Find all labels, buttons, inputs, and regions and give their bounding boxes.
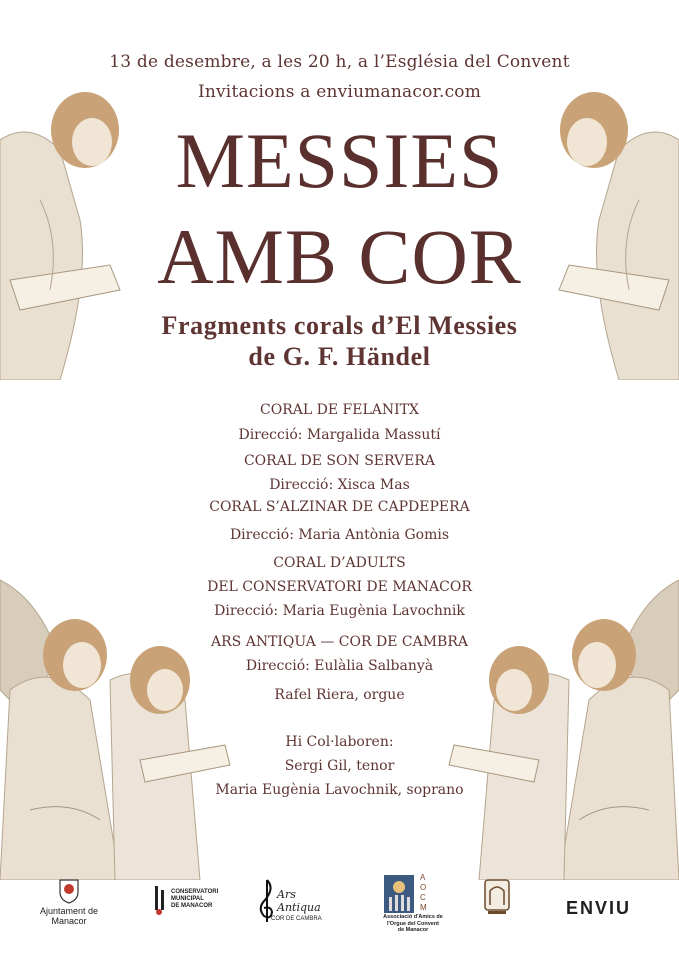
- ajuntament-manacor-logo: [34, 878, 104, 928]
- subtitle-line-2: de G. F. Händel: [248, 342, 431, 371]
- title-line-1: MESSIES: [175, 117, 504, 204]
- aocm-letter-o: O: [420, 883, 427, 892]
- aocm-text-3: de Manacor: [397, 927, 429, 933]
- aocm-letter-m: M: [420, 903, 427, 912]
- organ-emblem-icon: [384, 875, 414, 913]
- aocm-text-1: Associació d'Amics de: [383, 914, 443, 920]
- choir-name: CORAL DE SON SERVERA: [243, 453, 436, 469]
- ajuntament-crest-icon: [58, 878, 80, 904]
- choir-name: ARS ANTIQUA — COR DE CAMBRA: [211, 634, 468, 650]
- collaborator-tenor: Sergi Gil, tenor: [284, 758, 395, 774]
- aocm-letter-a: A: [420, 873, 426, 882]
- event-date-line: 13 de desembre, a les 20 h, a l’Església del Convent: [109, 52, 570, 72]
- subtitle-line-1: Fragments corals d’El Messies: [161, 311, 518, 340]
- convent-seal-icon: [482, 877, 512, 917]
- choir-name-continued: DEL CONSERVATORI DE MANACOR: [207, 579, 472, 595]
- choir-director: Direcció: Eulàlia Salbanyà: [245, 658, 434, 674]
- choir-director: Direcció: Xisca Mas: [269, 477, 410, 493]
- ajuntament-logo-text: Ajuntament de Manacor: [39, 906, 99, 926]
- conservatori-mark-icon: [152, 884, 168, 916]
- choir-director: Direcció: Margalida Massutí: [238, 427, 441, 443]
- collaborators-heading: Hi Col·laboren:: [285, 734, 394, 750]
- aocm-letter-c: C: [420, 893, 426, 902]
- aocm-logo: [380, 873, 446, 941]
- choir-name: CORAL DE FELANITX: [260, 402, 419, 418]
- choir-name: CORAL S’ALZINAR DE CAPDEPERA: [209, 499, 470, 515]
- choir-name: CORAL D’ADULTS: [273, 555, 406, 571]
- aocm-text-2: l'Orgue del Convent: [386, 920, 440, 927]
- conservatori-text-2: MUNICIPAL: [171, 896, 204, 902]
- choir-director: Direcció: Maria Antònia Gomis: [229, 527, 450, 543]
- conservatori-logo: [152, 884, 242, 924]
- collaborator-soprano: Maria Eugènia Lavochnik, soprano: [215, 782, 464, 798]
- conservatori-text-3: DE MANACOR: [171, 903, 213, 909]
- title-line-2: AMB COR: [157, 213, 522, 300]
- convent-seal-logo: [482, 877, 512, 917]
- invitation-line: Invitacions a enviumanacor.com: [197, 82, 482, 102]
- organist-credit: Rafel Riera, orgue: [274, 687, 405, 703]
- enviu-logo: ENVIU: [566, 898, 632, 918]
- ars-antiqua-text: Ars Antiqua: [277, 888, 321, 914]
- ars-antiqua-subtext: COR DE CAMBRA: [271, 916, 322, 922]
- ars-antiqua-logo: [255, 876, 327, 928]
- conservatori-text-1: CONSERVATORI: [171, 889, 219, 895]
- choir-director: Direcció: Maria Eugènia Lavochnik: [214, 603, 465, 619]
